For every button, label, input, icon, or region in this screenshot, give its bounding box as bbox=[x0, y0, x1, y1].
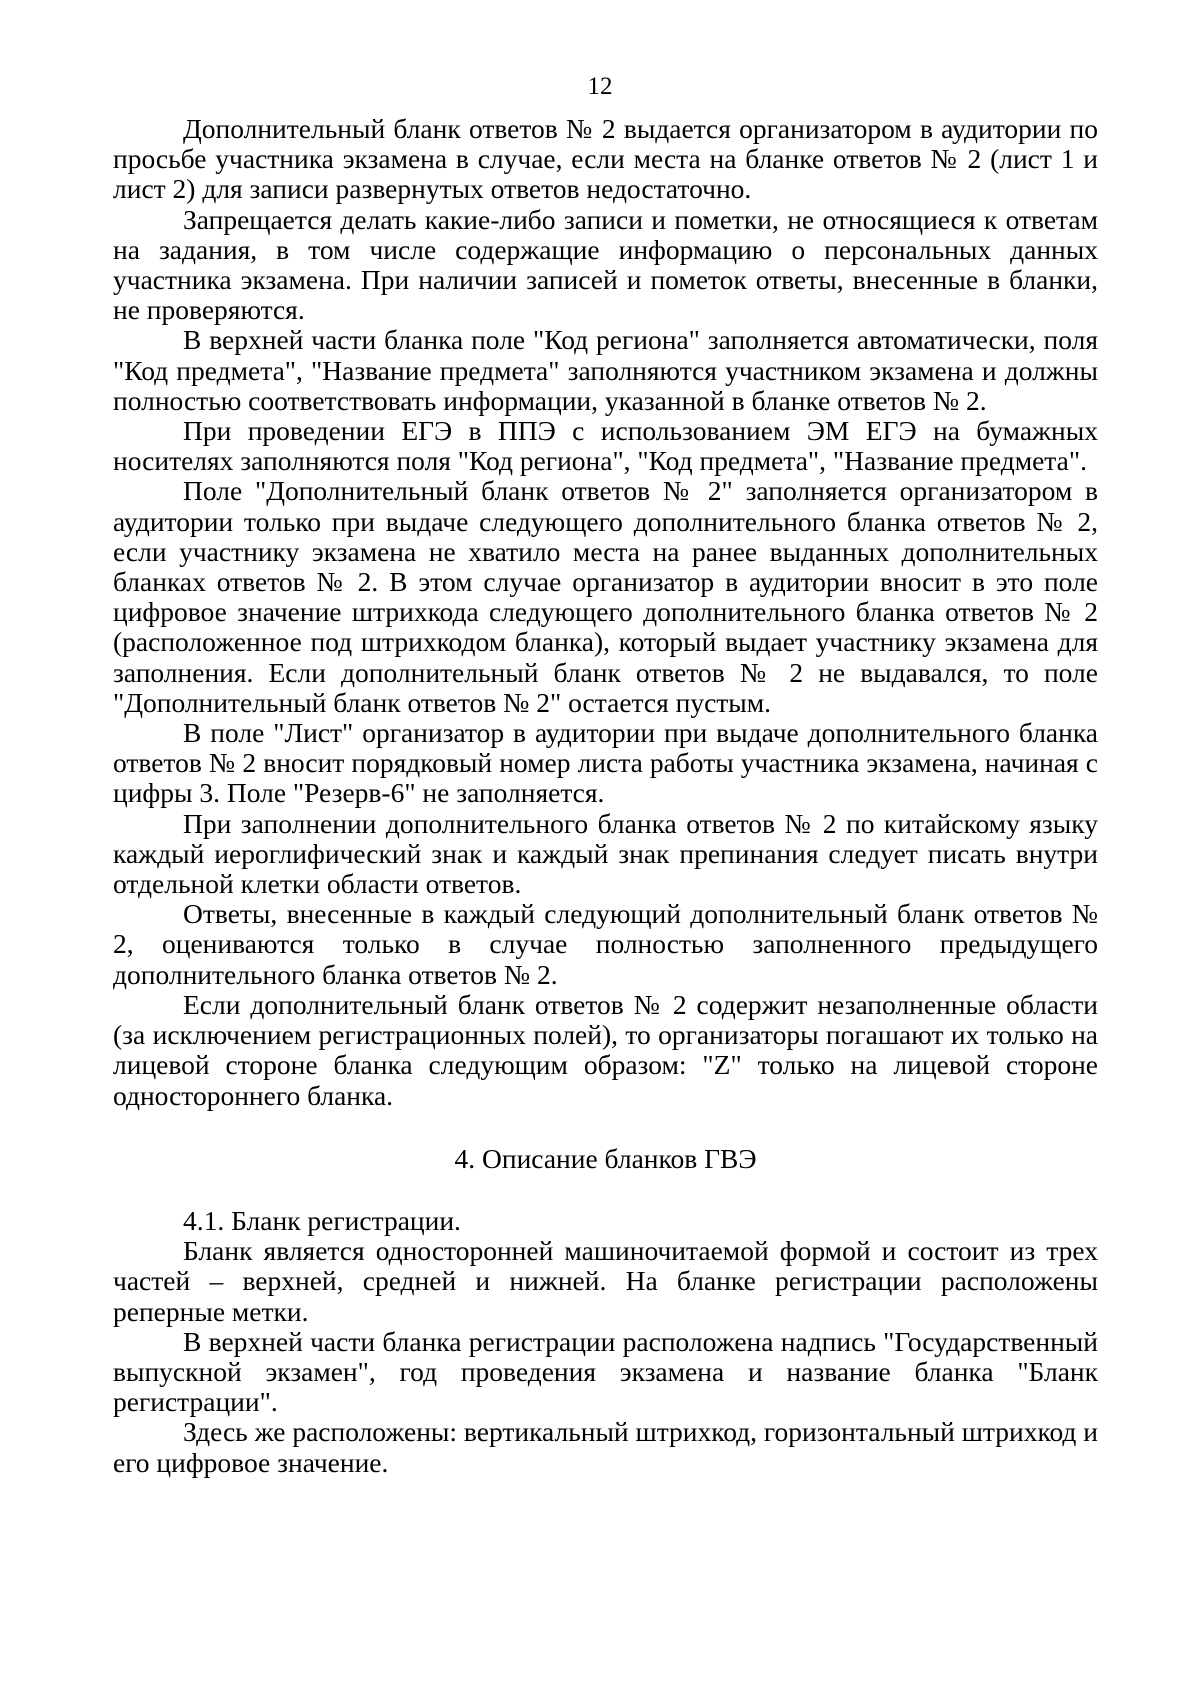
section-heading: 4. Описание бланков ГВЭ bbox=[454, 1142, 757, 1174]
paragraph: Ответы, внесенные в каждый следующий дополнительный бланк ответов № 2, оцениваются только в случае полностью заполненного предыдущего дополнительного бланка ответов № 2. bbox=[113, 898, 1098, 990]
paragraph: Запрещается делать какие-либо записи и пометки, не относящиеся к ответам на задания, в том числе содержащие информацию о персональных данных участника экзамена. При наличии записей и пометок ответы, внесенные в бланки, не проверяются. bbox=[113, 203, 1098, 326]
paragraph: Дополнительный бланк ответов № 2 выдается организатором в аудитории по просьбе участника экзамена в случае, если места на бланке ответов № 2 (лист 1 и лист 2) для записи развернутых ответов недостаточно. bbox=[113, 113, 1098, 205]
paragraph: Бланк является односторонней машиночитаемой формой и состоит из трех частей – верхней, средней и нижней. На бланке регистрации расположены реперные метки. bbox=[113, 1235, 1098, 1327]
paragraph: При заполнении дополнительного бланка ответов № 2 по китайскому языку каждый иероглифический знак и каждый знак препинания следует писать внутри отдельной клетки области ответов. bbox=[113, 807, 1098, 900]
paragraph: Если дополнительный бланк ответов № 2 содержит незаполненные области (за исключением регистрационных полей), то организаторы погашают их только на лицевой стороне бланка следующим образом: "Z" только на лицевой стороне одностороннего бланка. bbox=[113, 988, 1098, 1111]
paragraph: При проведении ЕГЭ в ППЭ с использованием ЭМ ЕГЭ на бумажных носителях заполняются поля "Код региона", "Код предмета", "Название предмета". bbox=[113, 415, 1098, 477]
paragraph: Здесь же расположены: вертикальный штрихкод, горизонтальный штрихкод и его цифровое значение. bbox=[113, 1416, 1099, 1478]
subsection-heading: 4.1. Бланк регистрации. bbox=[183, 1204, 461, 1236]
document-body bbox=[113, 114, 1098, 1478]
page-number: 12 bbox=[587, 73, 613, 100]
paragraph: Поле "Дополнительный бланк ответов № 2" заполняется организатором в аудитории только при выдаче следующего дополнительного бланка ответов № 2, если участнику экзамена не хватило места на ранее выданных дополнительных бланках ответов № 2. В этом случае организатор в аудитории вносит в это поле цифровое значение штрихкода следующего дополнительного бланка ответов № 2 (расположенное под штрихкодом бланка), который выдает участнику экзамена для заполнения. Если дополнительный бланк ответов № 2 не выдавался, то поле "Дополнительный бланк ответов № 2" остается пустым. bbox=[113, 475, 1098, 718]
paragraph: В верхней части бланка поле "Код региона" заполняется автоматически, поля "Код предмета", "Название предмета" заполняются участником экзамена и должны полностью соответствовать информации, указанной в бланке ответов № 2. bbox=[113, 324, 1098, 416]
paragraph: В верхней части бланка регистрации расположена надпись "Государственный выпускной экзамен", год проведения экзамена и название бланка "Бланк регистрации". bbox=[113, 1325, 1098, 1418]
paragraph: В поле "Лист" организатор в аудитории при выдаче дополнительного бланка ответов № 2 вносит порядковый номер листа работы участника экзамена, начиная с цифры 3. Поле "Резерв-6" не заполняется. bbox=[113, 717, 1098, 809]
